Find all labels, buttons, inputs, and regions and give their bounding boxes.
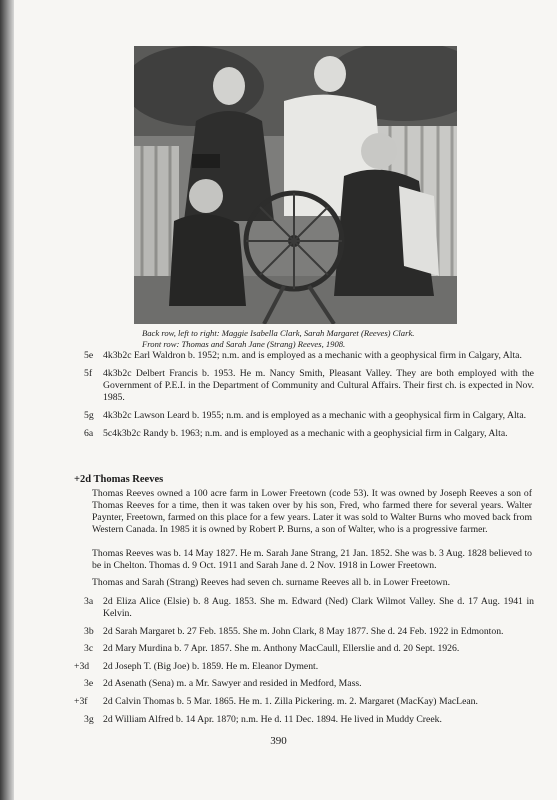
paragraph-children-intro	[92, 577, 532, 589]
entry-code: 3c	[84, 643, 94, 655]
photo-illustration	[134, 46, 457, 324]
child-3g	[74, 714, 534, 726]
entry-code: 3g	[84, 713, 94, 725]
family-photograph	[134, 46, 457, 324]
entry-code: +3d	[74, 660, 90, 672]
child-3d	[74, 661, 534, 673]
entry-code: 3a	[84, 596, 94, 607]
section-heading: +2d Thomas Reeves	[74, 474, 164, 485]
child-3c	[74, 643, 534, 655]
entry-text: 5c4k3b2c Randy b. 1963; n.m. and is employed as a mechanic with a geophysicial firm in Calgary, Alta.	[103, 428, 508, 439]
entry-text: 4k3b2c Earl Waldron b. 1952; n.m. and is employed as a mechanic with a geophysical firm in Calgary, Alta.	[103, 350, 522, 361]
caption-line-2: Front row: Thomas and Sarah Jane (Strang) Reeves, 1908.	[142, 339, 346, 349]
entry-text: 4k3b2c Delbert Francis b. 1953. He m. Nancy Smith, Pleasant Valley. They are both employed with the Government of P.E.I. in the Department of Community and Cultural Affairs. Their first ch. is expected in Nov. 1985.	[103, 368, 534, 403]
entry-text: 2d Joseph T. (Big Joe) b. 1859. He m. Eleanor Dyment.	[103, 660, 319, 672]
book-spine-shadow	[0, 0, 14, 800]
entry-code: 5f	[84, 368, 93, 379]
caption-line-1: Back row, left to right: Maggie Isabella Clark, Sarah Margaret (Reeves) Clark.	[142, 328, 415, 338]
entry-code: +3f	[74, 695, 88, 707]
entry-text: 4k3b2c Lawson Leard b. 1955; n.m. and is employed as a mechanic with a geophysical firm in Calgary, Alta.	[103, 410, 527, 421]
entry-code: 6a	[84, 428, 94, 439]
entry-code: 5e	[84, 350, 94, 361]
entry-text: 2d Calvin Thomas b. 5 Mar. 1865. He m. 1. Zilla Pickering. m. 2. Margaret (MacKay) MacLean.	[103, 695, 478, 707]
entry-5e	[74, 350, 534, 362]
entry-5g	[74, 410, 534, 422]
page-number: 390	[270, 735, 287, 747]
entry-text: 2d William Alfred b. 14 Apr. 1870; n.m. He d. 11 Dec. 1894. He lived in Muddy Creek.	[103, 713, 442, 725]
entry-text: 2d Mary Murdina b. 7 Apr. 1857. She m. Anthony MacCaull, Ellerslie and d. 20 Sept. 1926.	[103, 643, 460, 655]
child-3a	[74, 596, 534, 620]
entry-code: 3e	[84, 678, 94, 690]
children-list	[74, 596, 534, 731]
entry-6a	[74, 428, 534, 440]
descendant-entries	[74, 350, 534, 446]
paragraph-biography	[92, 548, 532, 572]
entry-text: 2d Asenath (Sena) m. a Mr. Sawyer and resided in Medford, Mass.	[103, 678, 362, 690]
child-3b	[74, 626, 534, 638]
entry-code: 3b	[84, 625, 94, 637]
paragraph-farm	[92, 488, 532, 536]
paragraph-text: Thomas and Sarah (Strang) Reeves had seven ch. surname Reeves all b. in Lower Freetown.	[92, 577, 451, 588]
child-3f	[74, 696, 534, 708]
entry-code: 5g	[84, 410, 94, 421]
entry-text: 2d Sarah Margaret b. 27 Feb. 1855. She m. John Clark, 8 May 1877. She d. 24 Feb. 1922 in Edmonton.	[103, 625, 504, 637]
child-3e	[74, 678, 534, 690]
entry-text: 2d Eliza Alice (Elsie) b. 8 Aug. 1853. She m. Edward (Ned) Clark Wilmot Valley. She d. 17 Aug. 1941 in Kelvin.	[103, 596, 534, 619]
photo-caption	[142, 328, 462, 350]
paragraph-text: Thomas Reeves was b. 14 May 1827. He m. Sarah Jane Strang, 21 Jan. 1852. She was b. 3 Aug. 1828 believed to be in Chelton. Thomas d. 9 Oct. 1911 and Sarah Jane d. 2 Nov. 1918 in Lower Freetown.	[92, 548, 532, 571]
entry-5f	[74, 368, 534, 404]
paragraph-text: Thomas Reeves owned a 100 acre farm in Lower Freetown (code 53). It was owned by Joseph Reeves a son of Thomas Reeves for a time, then it was taken over by his son, Fred, who farmed there for several years. Walter Paynter, Freetown, farmed on this place for a few years. Later it was sold to Walter Burns who moved back from Western Canada. In 1985 it is owned by Robert P. Burns, a son of Walter, who is a progressive farmer.	[92, 488, 532, 535]
